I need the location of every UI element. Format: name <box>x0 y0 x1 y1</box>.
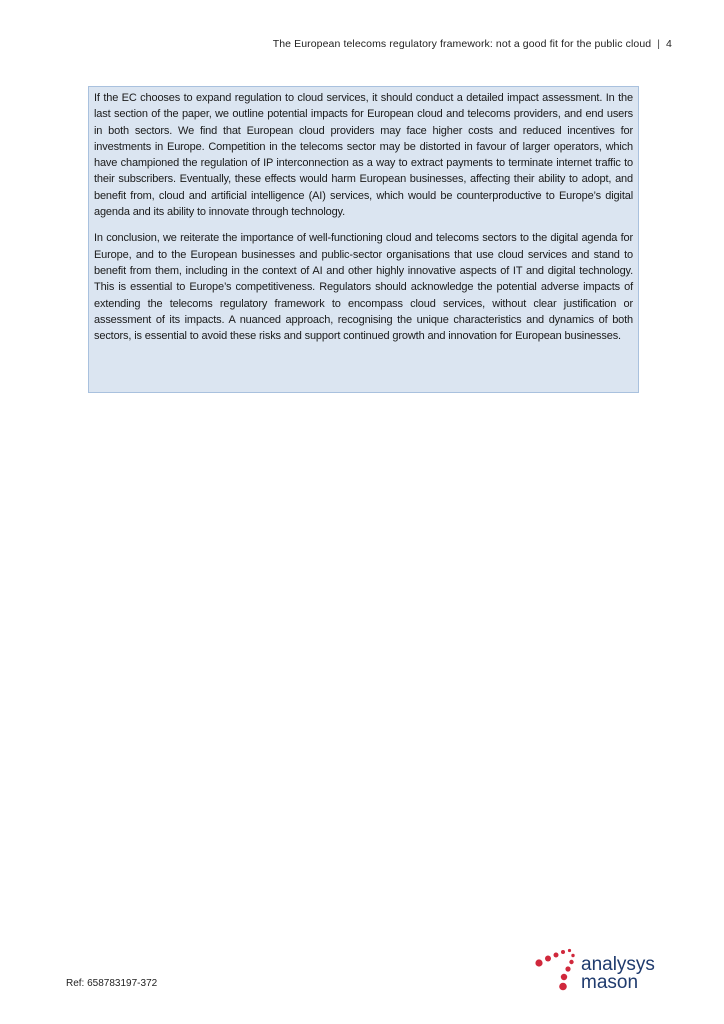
summary-paragraph: If the EC chooses to expand regulation to cloud services, it should conduct a detailed impact assessment. In the last section of the paper, we outline potential impacts for European cloud and telecoms providers, and end users in both sectors. We find that European cloud providers may face higher costs and reduced incentives for investments in Europe. Competition in the telecoms sector may be distorted in favour of larger operators, which have championed the regulation of IP interconnection as a way to extract payments to terminate internet traffic to their subscribers. Eventually, these effects would harm European businesses, affecting their ability to adopt, and benefit from, cloud and artificial intelligence (AI) services, which would be counterproductive to Europe’s digital agenda and its ability to innovate through technology. <box>94 92 633 219</box>
running-header <box>273 38 672 50</box>
summary-box <box>88 86 639 393</box>
page-number: 4 <box>666 38 672 50</box>
logo-text-mason: mason <box>581 972 639 993</box>
conclusion-paragraph: In conclusion, we reiterate the importance of well-functioning cloud and telecoms sectors to the digital agenda for Europe, and to the European businesses and public-sector organisations that use cloud services and stand to benefit from them, including in the context of AI and other highly innovative aspects of IT and digital technology. This is essential to Europe’s competitiveness. Regulators should acknowledge the potential adverse impacts of extending the telecoms regulatory framework to encompass cloud services, without clear justification or assessment of its impacts. A nuanced approach, recognising the unique characteristics and dynamics of both sectors, is essential to avoid these risks and support continued growth and innovation for European businesses. <box>94 232 633 343</box>
analysys-mason-logo <box>533 946 673 994</box>
header-separator: | <box>657 38 661 50</box>
logo-text-analysys: analysys <box>581 954 655 975</box>
reference-number: Ref: 658783197-372 <box>66 978 158 989</box>
logo-dots-icon <box>533 946 581 994</box>
document-title: The European telecoms regulatory framework: not a good fit for the public cloud <box>272 38 652 50</box>
